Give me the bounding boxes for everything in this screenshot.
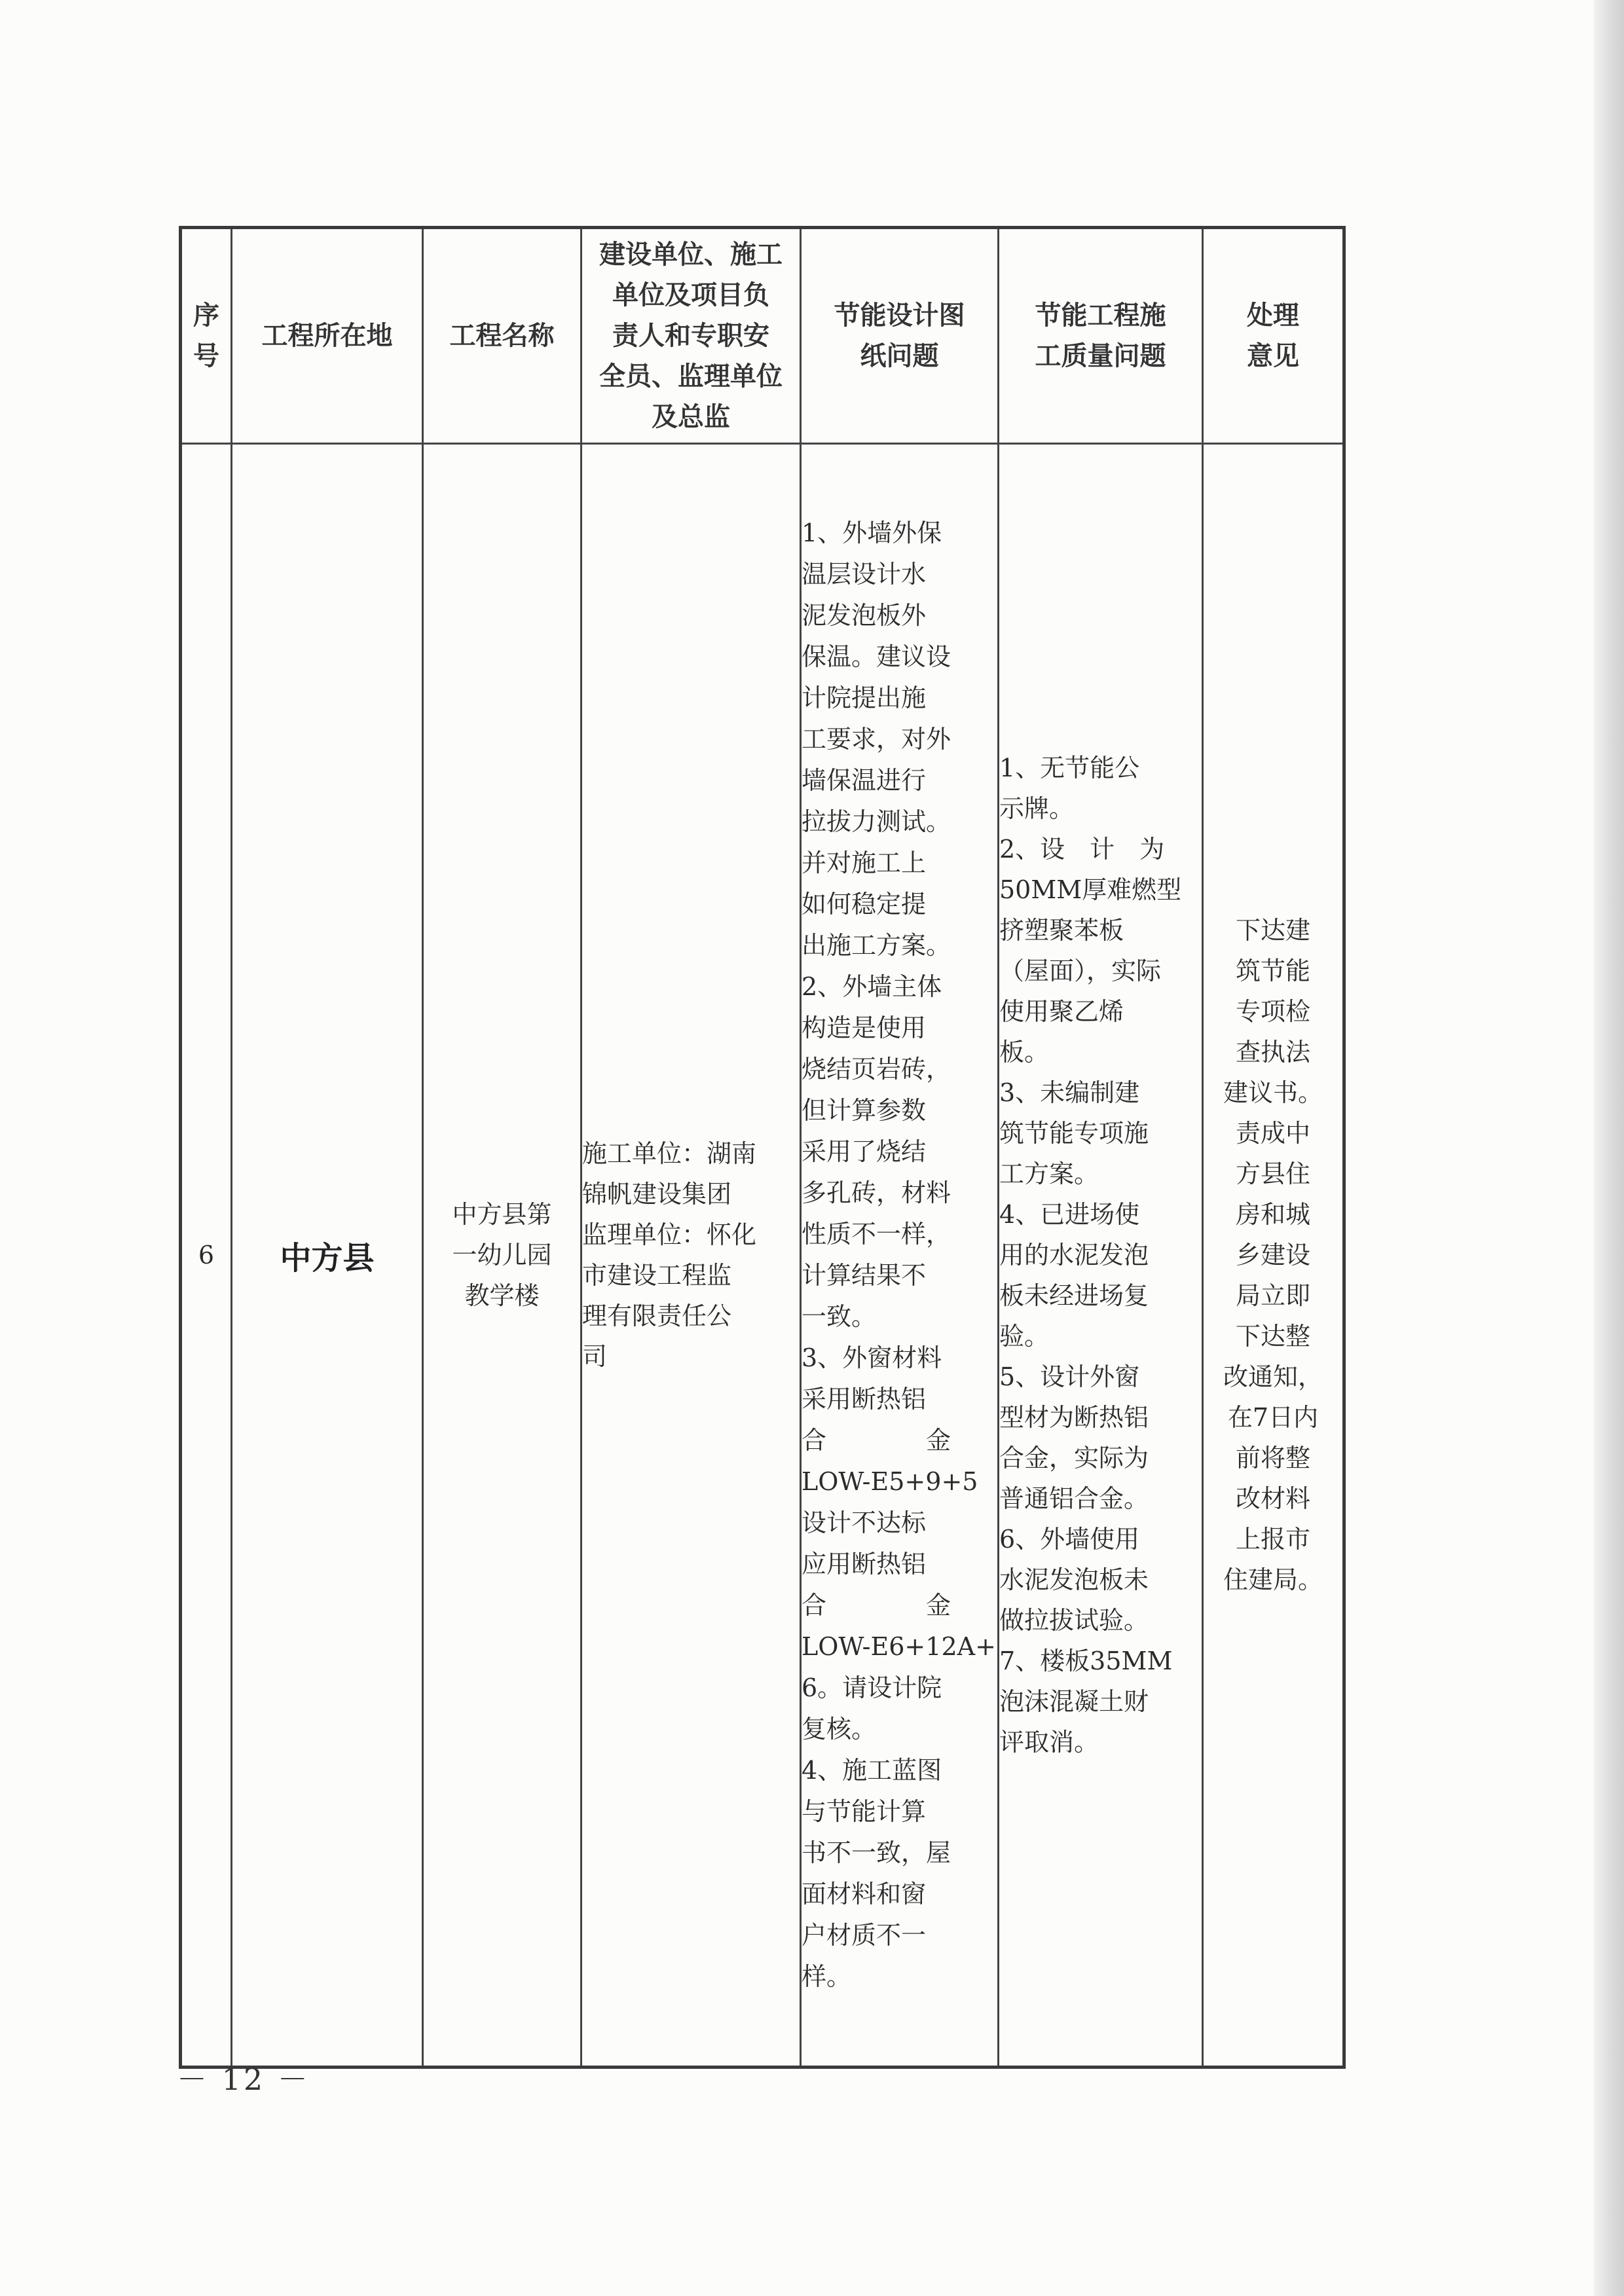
inspection-table: [179, 226, 1346, 2069]
header-location: 工程所在地: [232, 228, 423, 444]
header-quality-issues: 节能工程施 工质量问题: [999, 228, 1203, 444]
header-row: [181, 228, 1344, 444]
scan-edge: [1594, 0, 1624, 2296]
row-opinion: 下达建 筑节能 专项检 查执法 建议书。 责成中 方县住 房和城 乡建设 局立即 下达整 改通知， 在7日内 前将整 改材料 上报市 住建局。: [1203, 444, 1344, 2068]
row-project-name: 中方县第 一幼儿园 教学楼: [423, 444, 581, 2068]
row-location: 中方县: [232, 444, 423, 2068]
header-seq: 序 号: [181, 228, 232, 444]
page-number: － 12 －: [177, 2062, 310, 2097]
header-project-name: 工程名称: [423, 228, 581, 444]
row-quality-issues: 1、无节能公 示牌。 2、设 计 为 50MM厚难燃型 挤塑聚苯板 （屋面），实际 使用聚乙烯 板。 3、未编制建 筑节能专项施 工方案。 4、已进场使 用的水泥发泡 板未经进场复 验。 5、设计外窗 型材为断热铝 合金，实际为 普通铝合金。 6、外墙使用 水泥发泡板未 做拉拔试验。 7、楼板35MM 泡沫混凝土财 评取消。: [999, 444, 1203, 2068]
table-row: [181, 444, 1344, 2068]
row-seq: 6: [181, 444, 232, 2068]
header-opinion: 处理 意见: [1203, 228, 1344, 444]
row-design-issues: 1、外墙外保 温层设计水 泥发泡板外 保温。建议设 计院提出施 工要求，对外 墙保温进行 拉拔力测试。 并对施工上 如何稳定提 出施工方案。 2、外墙主体 构造是使用 烧结页岩砖， 但计算参数 采用了烧结 多孔砖，材料 性质不一样， 计算结果不 一致。 3、外窗材料 采用断热铝 合 金 LOW-E5+9+5 设计不达标 应用断热铝 合 金 LOW-E6+12A+ 6。请设计院 复核。 4、施工蓝图 与节能计算 书不一致，屋 面材料和窗 户材质不一 样。: [801, 444, 999, 2068]
header-design-issues: 节能设计图 纸问题: [801, 228, 999, 444]
header-units: 建设单位、施工 单位及项目负 责人和专职安 全员、监理单位 及总监: [581, 228, 801, 444]
row-units: 施工单位：湖南 锦帆建设集团 监理单位：怀化 市建设工程监 理有限责任公 司: [581, 444, 801, 2068]
